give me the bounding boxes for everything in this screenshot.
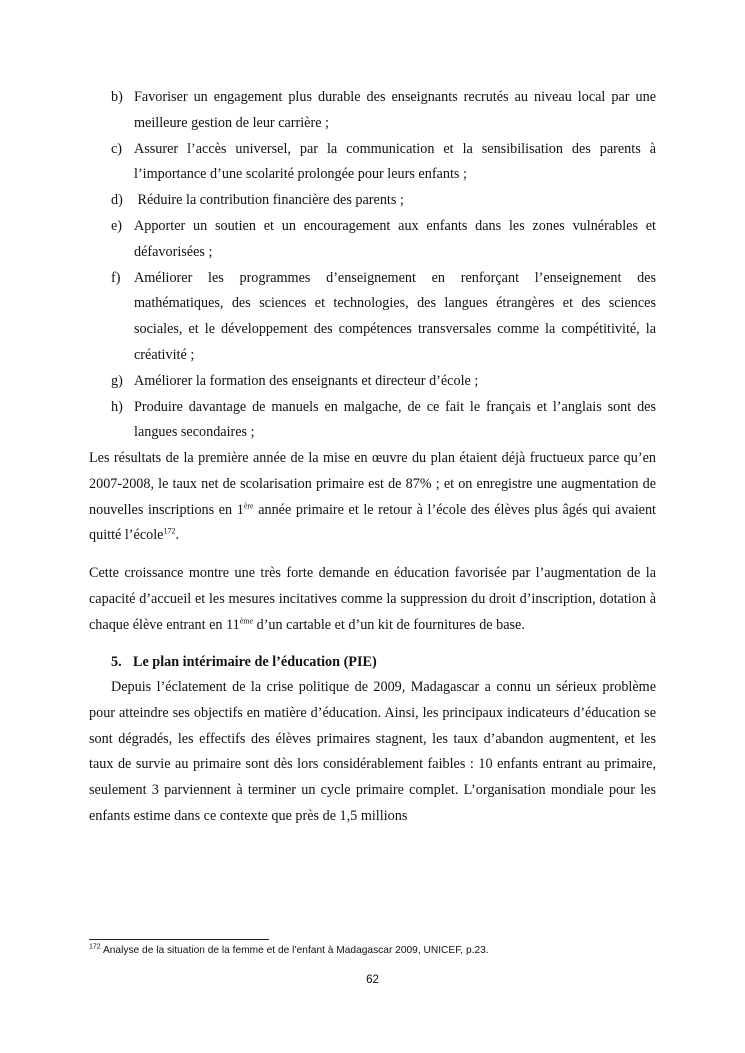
- list-marker: d): [111, 192, 123, 209]
- footnote-reference[interactable]: 172: [163, 526, 176, 536]
- list-item: [89, 85, 656, 137]
- ordinal-superscript: ème: [239, 615, 254, 625]
- list-marker: g): [111, 372, 123, 389]
- list-item: [89, 214, 656, 266]
- list-item-text: Améliorer les programmes d’enseignement en renforçant l’enseignement des mathématiques, des sciences et technologies, des langues étrangères et des sciences sociales, et le développement des compétences transversales comme la compétitivité, la créativité ;: [134, 269, 656, 363]
- page-number: 62: [366, 974, 379, 986]
- list-item-text: Apporter un soutien et un encouragement aux enfants dans les zones vulnérables et défavorisées ;: [134, 217, 656, 260]
- section-number: 5.: [111, 654, 122, 670]
- list-item: [89, 137, 656, 189]
- footnote-number: 172: [89, 943, 101, 951]
- list-marker: c): [111, 140, 123, 157]
- list-item: [89, 395, 656, 447]
- footnote-separator: [89, 939, 269, 940]
- list-item-text: Réduire la contribution financière des parents ;: [134, 192, 404, 209]
- crisis-paragraph: Depuis l’éclatement de la crise politique de 2009, Madagascar a connu un sérieux problème pour atteindre ses objectifs en matière d’éducation. Ainsi, les principaux indicateurs d’éducation se sont dégradés, les effectifs des élèves primaires stagnent, les taux d’abandon augmentent, et les taux de survie au primaire sont dès lors considérablement faibles : 10 enfants entrant au primaire, seulement 3 parviennent à terminer un cycle primaire complet. L’organisation mondiale pour les enfants estime dans ce contexte que près de 1,5 millions: [89, 679, 656, 824]
- list-item-text: Assurer l’accès universel, par la communication et la sensibilisation des parents à l’importance d’une scolarité prolongée pour leurs enfants ;: [134, 140, 656, 183]
- footnote-text: Analyse de la situation de la femme et de l’enfant à Madagascar 2009, UNICEF, p.23.: [100, 945, 489, 956]
- list-item: [89, 369, 656, 395]
- section-title: Le plan intérimaire de l’éducation (PIE): [133, 654, 377, 670]
- ordinal-superscript: ère: [243, 500, 254, 510]
- list-item-text: Favoriser un engagement plus durable des enseignants recrutés au niveau local par une meilleure gestion de leur carrière ;: [134, 89, 656, 131]
- section-heading: [89, 650, 656, 676]
- objectives-list: [89, 85, 656, 446]
- list-marker: f): [111, 269, 121, 286]
- growth-paragraph: Cette croissance montre une très forte demande en éducation favorisée par l’augmentation de la capacité d’accueil et les mesures incitatives comme la suppression du droit d’inscription, dotation à chaque élève entrant en 11ème d’un cartable et d’un kit de fournitures de base.: [89, 565, 656, 633]
- list-item: [89, 266, 656, 369]
- list-marker: h): [111, 398, 123, 415]
- list-item: [89, 188, 656, 214]
- footnote: [89, 944, 656, 958]
- list-marker: b): [111, 89, 123, 105]
- list-marker: e): [111, 217, 123, 234]
- list-item-text: Améliorer la formation des enseignants et directeur d’école ;: [134, 372, 479, 389]
- results-paragraph: Les résultats de la première année de la mise en œuvre du plan étaient déjà fructueux parce qu’en 2007-2008, le taux net de scolarisation primaire est de 87% ; et on enregistre une augmentation de nouvelles inscriptions en 1ère année primaire et le retour à l’école des élèves plus âgés qui avaient quitté l’école$^{172}$.: [89, 450, 656, 544]
- list-item-text: Produire davantage de manuels en malgache, de ce fait le français et l’anglais sont des langues secondaires ;: [134, 398, 656, 441]
